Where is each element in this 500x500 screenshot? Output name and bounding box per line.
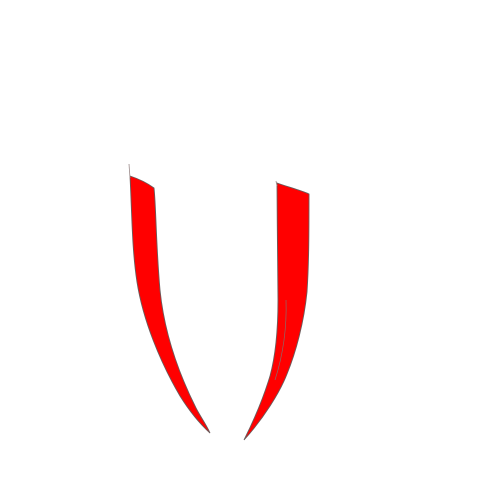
left-strap-shape — [130, 176, 210, 433]
right-strap-shape — [244, 183, 309, 440]
right-strap-tail — [276, 181, 277, 186]
left-strap-tail — [129, 164, 130, 178]
